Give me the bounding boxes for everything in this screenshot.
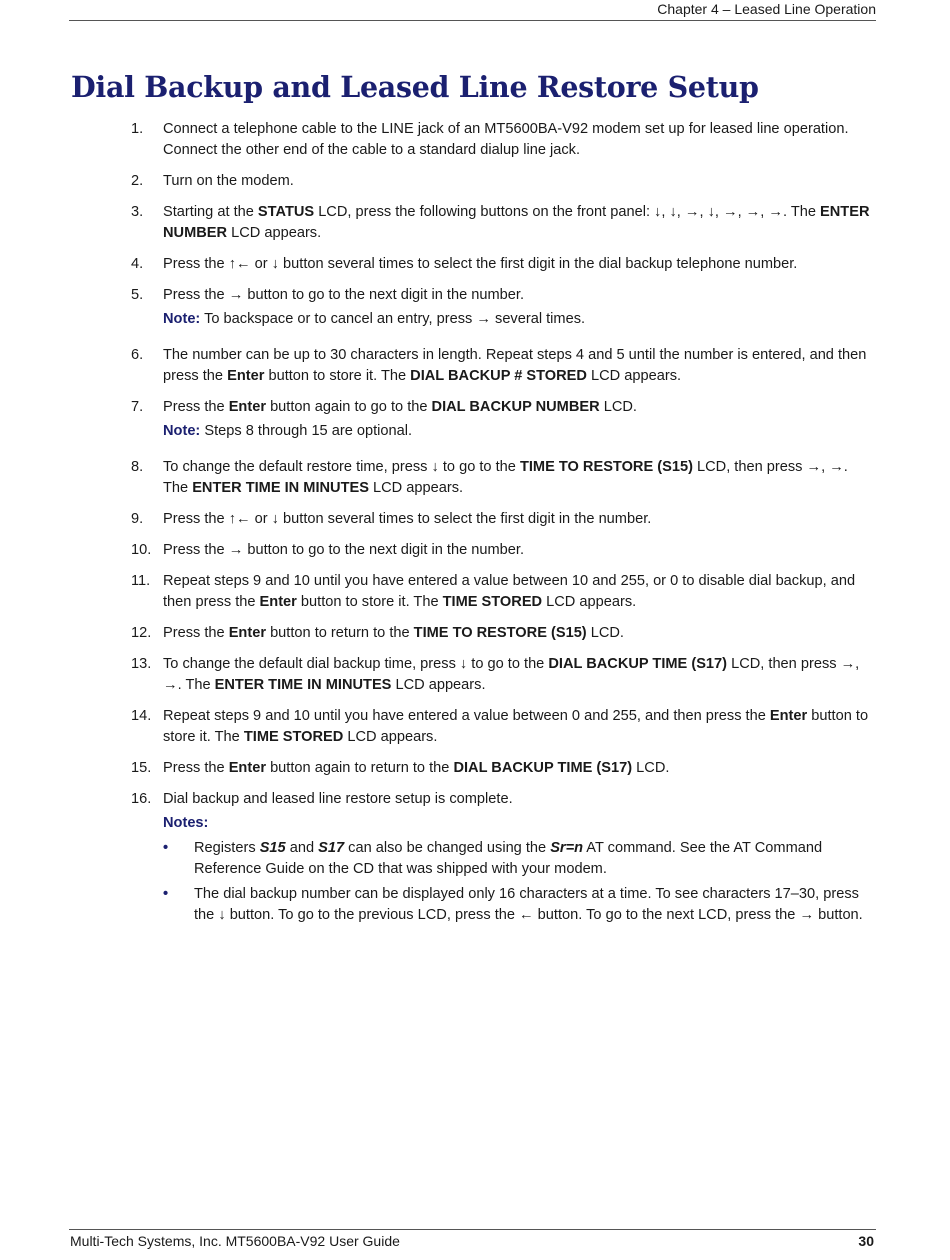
step-item xyxy=(0,758,950,779)
notes-bullet-item xyxy=(163,884,874,926)
page-title: Dial Backup and Leased Line Restore Setup xyxy=(71,70,759,104)
step-text xyxy=(163,171,874,192)
text-run: Dial backup and leased line restore setup is complete. xyxy=(163,791,513,807)
text-run: button to store it. The xyxy=(264,368,411,384)
step-text xyxy=(163,254,874,275)
bold-term: Enter xyxy=(228,399,267,415)
page-number: 30 xyxy=(858,1233,874,1249)
text-run: Press the xyxy=(163,625,229,641)
text-run: Press the xyxy=(163,399,229,415)
step-number: 9. xyxy=(131,511,144,527)
text-run: To change the default restore time, press ↓ to go to the xyxy=(163,459,520,475)
step-item xyxy=(0,254,950,275)
step-item xyxy=(0,171,950,192)
step-item xyxy=(0,457,950,499)
step-text xyxy=(163,789,874,810)
bold-term: TIME TO RESTORE (S15) xyxy=(519,459,693,475)
text-run: The number can be up to 30 characters in length. Repeat steps 4 and 5 until the number is entered, and then press the xyxy=(163,347,867,384)
text-run: Turn on the modem. xyxy=(163,173,294,189)
note-text: To backspace or to cancel an entry, press → several times. xyxy=(200,311,586,327)
text-run: LCD. xyxy=(599,399,637,415)
step-number: 8. xyxy=(131,459,144,475)
text-run: LCD appears. xyxy=(586,368,682,384)
text-run: Press the ↑← or ↓ button several times to select the first digit in the dial backup telephone number. xyxy=(163,256,798,272)
text-run: Press the ↑← or ↓ button several times to select the first digit in the number. xyxy=(163,511,652,527)
step-text xyxy=(163,540,874,561)
text-run: button to store it. The xyxy=(163,708,869,745)
step-item xyxy=(0,654,950,696)
step-note xyxy=(163,309,874,330)
bold-term: TIME TO RESTORE (S15) xyxy=(413,625,587,641)
step-item xyxy=(0,706,950,748)
bullet-icon: • xyxy=(163,840,169,856)
text-run: Registers xyxy=(194,840,260,856)
text-run: To change the default dial backup time, press ↓ to go to the xyxy=(163,656,549,672)
text-run: Press the → button to go to the next digit in the number. xyxy=(163,542,525,558)
text-run: LCD, then press →, →. The xyxy=(163,656,860,693)
bold-term: TIME STORED xyxy=(442,594,543,610)
bold-term: S17 xyxy=(318,840,345,856)
bold-term: TIME STORED xyxy=(243,729,344,745)
text-run: and xyxy=(285,840,319,856)
step-number: 3. xyxy=(131,204,144,220)
bold-term: Sr=n xyxy=(550,840,584,856)
step-number: 2. xyxy=(131,173,144,189)
step-text xyxy=(163,345,874,387)
bold-term: ENTER NUMBER xyxy=(163,204,870,241)
bold-term: Enter xyxy=(769,708,808,724)
bold-term: DIAL BACKUP # STORED xyxy=(410,368,587,384)
step-text xyxy=(163,623,874,644)
step-item xyxy=(0,789,950,926)
step-item xyxy=(0,202,950,244)
step-number: 7. xyxy=(131,399,144,415)
step-text xyxy=(163,571,874,613)
bold-term: ENTER TIME IN MINUTES xyxy=(192,480,369,496)
step-number: 12. xyxy=(131,625,152,641)
step-note xyxy=(163,421,874,442)
step-item xyxy=(0,571,950,613)
text-run: LCD appears. xyxy=(343,729,438,745)
text-run: LCD appears. xyxy=(391,677,486,693)
bullet-icon: • xyxy=(163,886,169,902)
bullet-text xyxy=(194,886,863,923)
step-item xyxy=(0,623,950,644)
text-run: The dial backup number can be displayed only 16 characters at a time. To see characters 17–30, press the ↓ button. To go to the previous LCD, press the ← button. To go to the next LCD, press the → button. xyxy=(194,886,863,923)
text-run: LCD, then press →, →. The xyxy=(163,459,848,496)
bold-term: DIAL BACKUP TIME (S17) xyxy=(548,656,728,672)
bold-term: Enter xyxy=(228,625,267,641)
notes-bullet-item xyxy=(163,838,874,880)
bold-term: Enter xyxy=(227,368,265,384)
bold-term: STATUS xyxy=(257,204,315,220)
text-run: Repeat steps 9 and 10 until you have entered a value between 0 and 255, and then press the xyxy=(163,708,770,724)
text-run: Repeat steps 9 and 10 until you have entered a value between 10 and 255, or 0 to disable dial backup, and then press the xyxy=(163,573,856,610)
page-header xyxy=(69,0,876,21)
note-label: Note: xyxy=(163,423,201,439)
bold-term: S15 xyxy=(259,840,286,856)
text-run: can also be changed using the xyxy=(344,840,551,856)
text-run: LCD, press the following buttons on the front panel: ↓, ↓, →, ↓, →, →, →. The xyxy=(314,204,821,220)
text-run: Press the xyxy=(163,760,229,776)
bold-term: DIAL BACKUP TIME (S17) xyxy=(453,760,633,776)
bold-term: Enter xyxy=(228,760,267,776)
chapter-title: Chapter 4 – Leased Line Operation xyxy=(657,1,876,17)
step-number: 4. xyxy=(131,256,144,272)
text-run: button to store it. The xyxy=(296,594,443,610)
step-text xyxy=(163,285,874,306)
step-number: 13. xyxy=(131,656,152,672)
text-run: Press the → button to go to the next digit in the number. xyxy=(163,287,525,303)
step-text xyxy=(163,119,874,161)
step-number: 16. xyxy=(131,791,152,807)
text-run: Connect a telephone cable to the LINE jack of an MT5600BA-V92 modem set up for leased line operation. Connect the other end of the cable to a standard dialup line jack. xyxy=(163,121,849,158)
step-number: 14. xyxy=(131,708,152,724)
notes-heading: Notes: xyxy=(163,815,209,831)
step-number: 6. xyxy=(131,347,144,363)
step-text xyxy=(163,457,874,499)
footer-publisher: Multi-Tech Systems, Inc. MT5600BA-V92 User Guide xyxy=(70,1233,400,1249)
steps-list xyxy=(0,119,950,936)
step-text xyxy=(163,654,874,696)
note-text: Steps 8 through 15 are optional. xyxy=(200,423,413,439)
text-run: LCD. xyxy=(586,625,624,641)
step-number: 11. xyxy=(131,573,151,589)
step-number: 10. xyxy=(131,542,152,558)
step-text xyxy=(163,758,874,779)
step-item xyxy=(0,345,950,387)
text-run: button again to return to the xyxy=(266,760,454,776)
text-run: Starting at the xyxy=(163,204,258,220)
step-item xyxy=(0,397,950,442)
text-run: LCD appears. xyxy=(368,480,464,496)
text-run: AT command. See the AT Command Reference Guide on the CD that was shipped with your modem. xyxy=(194,840,823,877)
bold-term: DIAL BACKUP NUMBER xyxy=(431,399,600,415)
step-number: 1. xyxy=(131,121,144,137)
step-item xyxy=(0,285,950,330)
step-number: 5. xyxy=(131,287,144,303)
bold-term: Enter xyxy=(259,594,297,610)
text-run: LCD appears. xyxy=(227,225,322,241)
step-number: 15. xyxy=(131,760,152,776)
bullet-text xyxy=(194,840,822,877)
note-label: Note: xyxy=(163,311,201,327)
step-text xyxy=(163,509,874,530)
step-text xyxy=(163,397,874,418)
step-item xyxy=(0,119,950,161)
page-footer xyxy=(69,1229,876,1254)
step-item xyxy=(0,509,950,530)
text-run: LCD. xyxy=(632,760,670,776)
step-text xyxy=(163,706,874,748)
bold-term: ENTER TIME IN MINUTES xyxy=(214,677,392,693)
text-run: button again to go to the xyxy=(266,399,432,415)
text-run: button to return to the xyxy=(266,625,414,641)
step-text xyxy=(163,202,874,244)
text-run: LCD appears. xyxy=(542,594,637,610)
step-item xyxy=(0,540,950,561)
